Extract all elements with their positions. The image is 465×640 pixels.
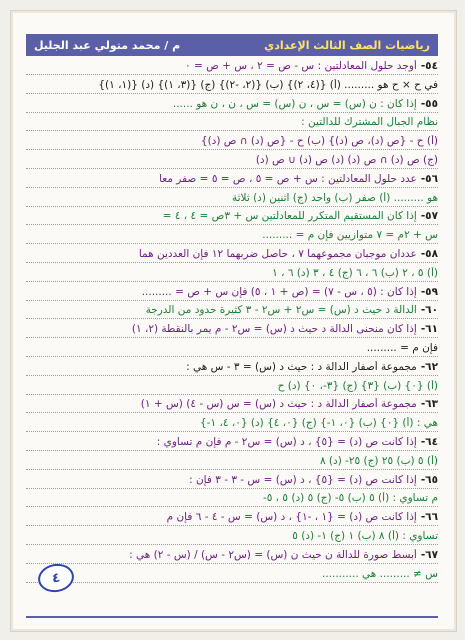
question-line xyxy=(28,79,438,92)
question-text: عدد حلول المعادلتين : س + ص = ٥ ، ص = ٥ = صفر معاً xyxy=(159,172,417,185)
ruled-line xyxy=(26,431,438,432)
ruled-line xyxy=(26,488,438,489)
question-text: في ح × ح هو ......... (أ) {(٤، ٢)} (ب) {(٢، -٢)} (ج) {(٣، ١)} (د) {(١، ١)} xyxy=(98,78,438,91)
question-line xyxy=(28,568,438,581)
question-number: ٦٤- xyxy=(420,436,438,448)
question-line xyxy=(28,492,438,505)
question-line xyxy=(28,248,438,261)
ruled-line xyxy=(26,187,438,188)
question-number: ٦٦- xyxy=(420,511,438,524)
question-number: ٦٢- xyxy=(420,360,438,373)
question-text: س + ٢م = ٧ متوازيين فإن م = ......... xyxy=(262,229,438,242)
question-text: أبسط صورة للدالة ن حيث ن (س) = (س٢ - س) / (س - ٢) هي : xyxy=(129,548,417,561)
question-number: ٥٤- xyxy=(420,60,438,72)
question-text: هي : (أ) {٠} (ب) {٠، ١-} (ج) {٠، ٤} (د) {٠، ٤، ١-} xyxy=(199,417,438,430)
question-number: ٥٥- xyxy=(420,97,438,110)
ruled-line xyxy=(26,394,438,395)
question-text: إذا كانت ص (د) = {٥} ، د (س) = س٢ - م فإن م تساوي : xyxy=(156,436,417,448)
question-text: إذا كانت ص (د) = {٥} ، د (س) = س - ٣ - ٣ فإن : xyxy=(189,473,417,486)
question-line xyxy=(28,210,438,223)
ruled-line xyxy=(26,93,438,94)
question-line xyxy=(28,116,438,129)
ruled-line xyxy=(26,74,438,75)
question-text: س ≠ ......... هي ........... xyxy=(321,567,438,580)
question-text: إذا كان منحنى الدالة د حيث د (س) = س٢ - م يمر بالنقطة (٢، ١) xyxy=(131,323,417,336)
ruled-line xyxy=(26,281,438,282)
ruled-line xyxy=(26,450,438,451)
question-line xyxy=(28,417,438,430)
question-line xyxy=(28,98,438,111)
question-line xyxy=(28,380,438,393)
question-line xyxy=(28,286,438,299)
question-line xyxy=(28,323,438,336)
question-line xyxy=(28,474,438,487)
question-text: فإن م = ......... xyxy=(366,342,438,354)
question-line xyxy=(28,154,438,167)
question-line xyxy=(28,135,438,148)
question-text: عددان موجبان مجموعهما ٧ ، حاصل ضربهما ١٢ فإن العددين هما xyxy=(138,248,417,260)
page-number: ٤ xyxy=(50,569,62,587)
question-number: ٦٥- xyxy=(420,473,438,486)
ruled-line xyxy=(26,168,438,169)
question-line xyxy=(28,436,438,449)
header-banner xyxy=(26,34,438,56)
question-number: ٦٧- xyxy=(420,548,438,561)
ruled-line xyxy=(26,112,438,113)
question-text: إذا كان : ن (س) = س ، ن (س) = س ، ن ، ن هو ...... xyxy=(172,97,417,110)
question-text: (أ) ٥ ، ٢ (ب) ٦ ، ٦ (ج) ٤ ، ٣ (د) ٦ ، ١ xyxy=(272,266,438,279)
ruled-line xyxy=(26,318,438,319)
question-line xyxy=(28,455,438,468)
question-number: ٦١- xyxy=(420,323,438,336)
question-line xyxy=(28,530,438,543)
ruled-line xyxy=(26,149,438,150)
question-text: (أ) ٥ (ب) ٢٥ (ج) ٢٥- (د) ٨ xyxy=(319,454,438,467)
question-line xyxy=(28,192,438,205)
question-number: ٦٠- xyxy=(420,304,438,317)
question-text: هو ......... (أ) صفر (ب) واحد (ج) اثنين (د) ثلاثة xyxy=(232,191,438,204)
ruled-line xyxy=(26,544,438,545)
question-number: ٥٧- xyxy=(420,210,438,223)
question-line xyxy=(28,342,438,355)
ruled-line xyxy=(26,375,438,376)
question-line xyxy=(28,304,438,317)
question-line xyxy=(28,549,438,562)
question-number: ٥٨- xyxy=(420,248,438,260)
question-text: تساوي : (أ) ٨ (ب) ١ (ج) ١- (د) ٥ xyxy=(292,530,438,542)
question-text: إذا كانت ص (د) = {١ ، -١} ، د (س) = س - ٤ - ٦ فإن م xyxy=(166,511,417,524)
ruled-line xyxy=(26,563,438,564)
question-text: إذا كان المستقيم المتكرر للمعادلتين س + ٣ص = ٤ ، ٤ = xyxy=(162,210,417,223)
question-line xyxy=(28,398,438,411)
questions-list xyxy=(26,60,438,600)
question-line xyxy=(28,267,438,280)
question-text: مجموعة أصفار الدالة د : حيث د (س) = س (س - ٤) (س + ١) xyxy=(140,398,417,411)
ruled-line xyxy=(26,130,438,131)
question-number: ٦٣- xyxy=(420,398,438,411)
footer-divider xyxy=(26,616,438,618)
question-line xyxy=(28,229,438,242)
question-line xyxy=(28,173,438,186)
page-title: رياضيات الصف الثالث الإعدادي xyxy=(264,38,430,52)
question-text: (ج) ص (د) ∩ ص (د) (د) ص (د) ∪ ص (د) xyxy=(255,154,438,166)
question-number: ٥٦- xyxy=(420,172,438,185)
ruled-line xyxy=(26,337,438,338)
question-line xyxy=(28,60,438,73)
ruled-line xyxy=(26,206,438,207)
author-name: م / محمد متولي عبد الجليل xyxy=(34,38,181,52)
ruled-line xyxy=(26,582,438,583)
question-text: الدالة د حيث د (س) = س٢ + س٢ - ٣ كثيرة حدود من الدرجة xyxy=(145,304,417,317)
ruled-line xyxy=(26,356,438,357)
question-line xyxy=(28,361,438,374)
ruled-line xyxy=(26,469,438,470)
question-text: مجموعة أصفار الدالة د : حيث د (س) = ٣ - س هي : xyxy=(186,360,417,373)
question-text: (أ) {٠} (ب) {٣} (ج) {٣-، ٠} (د) ح xyxy=(277,379,438,392)
ruled-line xyxy=(26,262,438,263)
ruled-line xyxy=(26,243,438,244)
question-text: أوجد حلول المعادلتين : س - ص = ٢ ، س + ص = ٠ xyxy=(184,60,417,72)
ruled-line xyxy=(26,300,438,301)
question-line xyxy=(28,511,438,524)
question-text: إذا كان : (٥ ، س - ٧) = (ص + ١ ، ٥) فإن س + ص = ......... xyxy=(141,285,417,298)
ruled-line xyxy=(26,506,438,507)
question-number: ٥٩- xyxy=(420,285,438,298)
question-text: (أ) ح - {ص (د)، ص (د)} (ب) ح - {ص (د) ∩ ص (د)} xyxy=(200,135,438,148)
ruled-line xyxy=(26,412,438,413)
ruled-line xyxy=(26,525,438,526)
question-text: نظام الجبال المشترك للدالتين : xyxy=(301,116,438,129)
ruled-line xyxy=(26,224,438,225)
question-text: م تساوي : (أ) ٥ (ب) ٥- (ج) ٥ (د) ٥ ، ٥- xyxy=(262,492,438,505)
